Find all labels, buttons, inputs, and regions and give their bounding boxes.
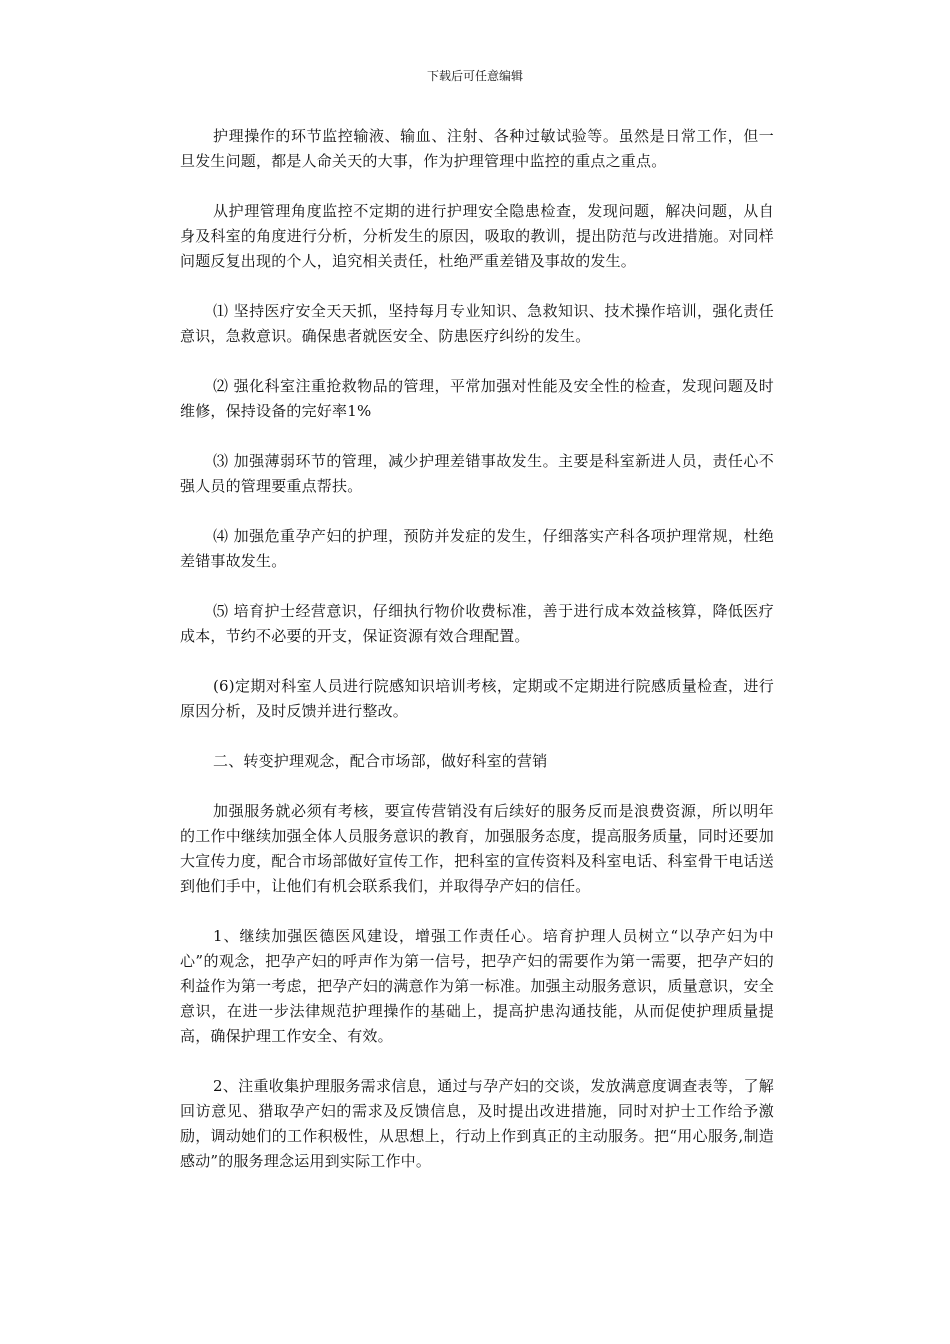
page-header-note: 下载后可任意编辑 — [426, 69, 523, 83]
document-body — [180, 124, 774, 1199]
paragraph-7: ⑸ 培育护士经营意识，仔细执行物价收费标准，善于进行成本效益核算，降低医疗成本，节约不必要的开支，保证资源有效合理配置。 — [180, 602, 774, 645]
paragraph-2: 从护理管理角度监控不定期的进行护理安全隐患检查，发现问题，解决问题，从自身及科室的角度进行分析，分析发生的原因，吸取的教训，提出防范与改进措施。对同样问题反复出现的个人，追究相关责任，杜绝严重差错及事故的发生。 — [180, 202, 774, 270]
paragraph-10: 1、继续加强医德医风建设，增强工作责任心。培育护理人员树立“以孕产妇为中心”的观念，把孕产妇的呼声作为第一信号，把孕产妇的需要作为第一需要，把孕产妇的利益作为第一考虑，把孕产妇的满意作为第一标准。加强主动服务意识，质量意识，安全意识，在进一步法律规范护理操作的基础上，提高护患沟通技能，从而促使护理质量提高，确保护理工作安全、有效。 — [180, 927, 774, 1045]
paragraph-8: (6)定期对科室人员进行院感知识培训考核，定期或不定期进行院感质量检查，进行原因分析，及时反馈并进行整改。 — [180, 677, 774, 720]
section-heading: 二、转变护理观念，配合市场部，做好科室的营销 — [213, 752, 548, 770]
paragraph-1: 护理操作的环节监控输液、输血、注射、各种过敏试验等。虽然是日常工作，但一旦发生问题，都是人命关天的大事，作为护理管理中监控的重点之重点。 — [180, 127, 774, 170]
paragraph-4: ⑵ 强化科室注重抢救物品的管理，平常加强对性能及安全性的检查，发现问题及时维修，保持设备的完好率1% — [180, 377, 774, 420]
paragraph-11: 2、注重收集护理服务需求信息，通过与孕产妇的交谈，发放满意度调查表等，了解回访意见、猎取孕产妇的需求及反馈信息，及时提出改进措施，同时对护士工作给予激励，调动她们的工作积极性，从思想上，行动上作到真正的主动服务。把“用心服务,制造感动”的服务理念运用到实际工作中。 — [180, 1077, 774, 1170]
paragraph-6: ⑷ 加强危重孕产妇的护理，预防并发症的发生，仔细落实产科各项护理常规，杜绝差错事故发生。 — [180, 527, 774, 570]
paragraph-9: 加强服务就必须有考核，要宣传营销没有后续好的服务反而是浪费资源，所以明年的工作中继续加强全体人员服务意识的教育，加强服务态度，提高服务质量，同时还要加大宣传力度，配合市场部做好宣传工作，把科室的宣传资料及科室电话、科室骨干电话送到他们手中，让他们有机会联系我们，并取得孕产妇的信任。 — [180, 802, 774, 895]
paragraph-5: ⑶ 加强薄弱环节的管理，减少护理差错事故发生。主要是科室新进人员，责任心不强人员的管理要重点帮扶。 — [180, 452, 774, 495]
paragraph-3: ⑴ 坚持医疗安全天天抓，坚持每月专业知识、急救知识、技术操作培训，强化责任意识，急救意识。确保患者就医安全、防患医疗纠纷的发生。 — [180, 302, 774, 345]
